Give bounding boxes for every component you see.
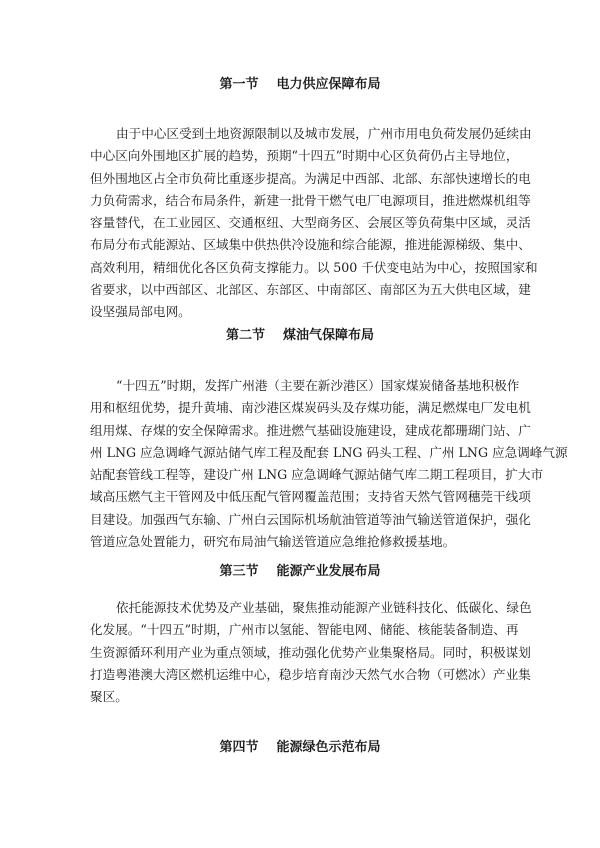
section-1-heading: 第一节 电力供应保障布局 xyxy=(219,77,381,92)
section-3-heading: 第三节 能源产业发展布局 xyxy=(219,564,381,579)
paragraph-line: 由于中心区受到土地资源限制以及城市发展，广州市用电负荷发展仍延续由 xyxy=(116,126,532,141)
paragraph-line: 但外围地区占全市负荷比重逐步提高。为满足中西部、北部、东部快速增长的电 xyxy=(90,170,531,186)
section-4-heading: 第四节 能源绿色示范布局 xyxy=(219,740,381,755)
paragraph-line: 打造粤港澳大湾区燃机运维中心，稳步培育南沙天然气水合物（可燃冰）产业集 xyxy=(90,666,531,682)
paragraph-line: 依托能源技术优势及产业基础，聚焦推动能源产业链科技化、低碳化、绿色 xyxy=(116,600,532,615)
paragraph-line: 布局分布式能源站、区域集中供热供冷设施和综合能源，推进能源梯级、集中、 xyxy=(90,237,531,253)
paragraph-line: “十四五”时期，发挥广州港（主要在新沙港区）国家煤炭储备基地积极作 xyxy=(116,378,520,393)
section-2-heading: 第二节 煤油气保障布局 xyxy=(225,328,375,343)
paragraph-line: 化发展。“十四五”时期，广州市以氢能、智能电网、储能、核能装备制造、再 xyxy=(90,622,519,638)
paragraph-line: 州 LNG 应急调峰气源站储气库工程及配套 LNG 码头工程、广州 LNG 应急调峰气源 xyxy=(90,444,568,460)
paragraph-line: 生资源循环利用产业为重点领域，推动强化优势产业集聚格局。同时，积极谋划 xyxy=(90,644,531,660)
paragraph-line: 管道应急处置能力，研究布局油气输送管道应急维抢修救援基地。 xyxy=(90,534,456,550)
paragraph-line: 力负荷需求，结合布局条件，新建一批骨干燃气电厂电源项目，推进燃煤机组等 xyxy=(90,192,531,208)
section-2-paragraph xyxy=(90,375,568,553)
paragraph-line: 中心区向外围地区扩展的趋势，预期“十四五”时期中心区负荷仍占主导地位， xyxy=(90,148,519,164)
paragraph-line: 设坚强局部电网。 xyxy=(90,304,191,320)
paragraph-line: 站配套管线工程等，建设广州 LNG 应急调峰气源站储气库二期工程项目，扩大市 xyxy=(90,467,544,483)
paragraph-line: 域高压燃气主干管网及中低压配气管网覆盖范围；支持省天然气管网穗莞干线项 xyxy=(90,489,531,505)
section-1-paragraph xyxy=(90,123,538,324)
paragraph-line: 用和枢纽优势，提升黄埔、南沙港区煤炭码头及存煤功能，满足燃煤电厂发电机 xyxy=(90,400,531,416)
paragraph-line: 高效利用，精细优化各区负荷支撑能力。以 500 千伏变电站为中心，按照国家和 xyxy=(90,259,538,275)
paragraph-line: 目建设。加强西气东输、广州白云国际机场航油管道等油气输送管道保护，强化 xyxy=(90,511,531,527)
paragraph-line: 组用煤、存煤的安全保障需求。推进燃气基础设施建设，建成花都珊瑚门站、广 xyxy=(90,422,531,438)
paragraph-line: 容量替代，在工业园区、交通枢纽、大型商务区、会展区等负荷集中区域，灵活 xyxy=(90,215,531,231)
section-3-paragraph xyxy=(90,597,532,708)
paragraph-line: 聚区。 xyxy=(90,689,128,705)
paragraph-line: 省要求，以中西部区、北部区、东部区、中南部区、南部区为五大供电区域，建 xyxy=(90,282,531,298)
